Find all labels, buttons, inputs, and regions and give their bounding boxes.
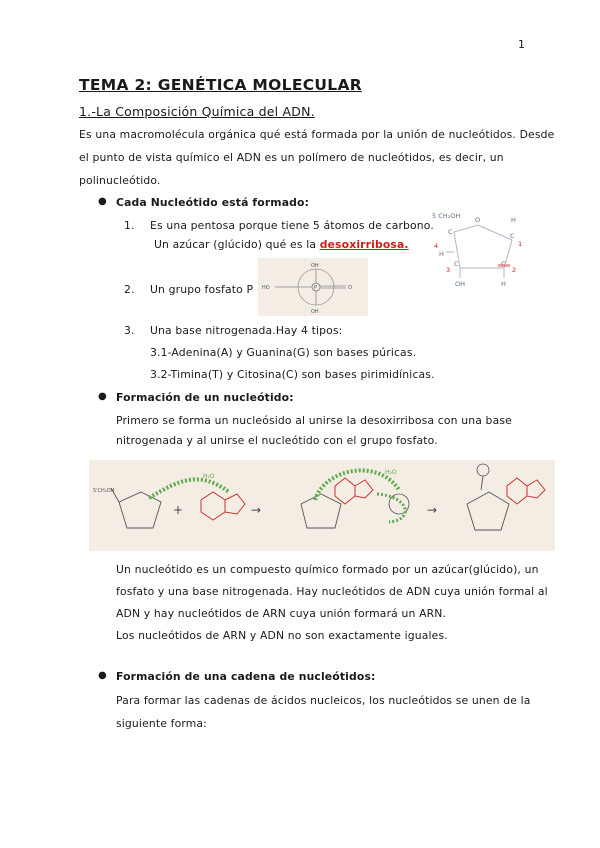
oh-label: OH	[455, 280, 466, 288]
carbon-label-1: C	[510, 232, 515, 240]
intro-line-2: el punto de vista químico el ADN es un polímero de nucleótidos, es decir, un	[79, 151, 504, 164]
chain-line-2: siguiente forma:	[116, 717, 207, 730]
list-number-2: 2.	[124, 283, 135, 296]
bullet-icon: ●	[98, 670, 107, 681]
carbon-label-4: C	[448, 228, 453, 236]
list-item-1-line-1: Es una pentosa porque tiene 5 átomos de carbono.	[150, 219, 434, 232]
list-number-3: 3.	[124, 324, 135, 337]
h-label-left: H	[439, 250, 444, 258]
plus-sign: +	[173, 503, 184, 517]
phosphate-ho: HO	[262, 285, 270, 291]
formation-line-1: Primero se forma un nucleósido al unirse la desoxirribosa con una base	[116, 414, 512, 427]
carbon-number-3: 3	[446, 266, 451, 274]
deoxyribose-diagram	[432, 208, 524, 290]
phosphate-diagram-panel	[258, 258, 368, 316]
reaction-arrow-2: →	[427, 503, 438, 517]
chain-line-1: Para formar las cadenas de ácidos nucleicos, los nucleótidos se unen de la	[116, 694, 531, 707]
carbon-number-4: 4	[434, 242, 439, 250]
phosphate-o: O	[348, 285, 352, 291]
list-item-1-line-2	[154, 238, 409, 251]
paragraph-line-2: fosfato y una base nitrogenada. Hay nucleótidos de ADN cuya unión formal al	[116, 585, 548, 598]
h-label-bottom: H	[501, 280, 506, 288]
nucleotide-formation-diagram-panel	[89, 460, 555, 551]
h-label-top: H	[511, 216, 516, 224]
section-heading: 1.-La Composición Química del ADN.	[79, 104, 315, 119]
nucleotide-formation-diagram	[89, 460, 555, 551]
paragraph-line-3: ADN y hay nucleótidos de ARN cuya unión formará un ARN.	[116, 607, 447, 620]
bullet-heading-nucleotide: Cada Nucleótido está formado:	[116, 196, 310, 209]
bullet-heading-chain: Formación de una cadena de nucleótidos:	[116, 670, 376, 683]
ch2oh-reaction-label: 5'CH₂OH	[93, 488, 115, 494]
oxygen-label: O	[475, 216, 481, 224]
list-item-1-prefix: Un azúcar (glúcido) qué es la	[154, 238, 320, 251]
bullet-icon: ●	[98, 196, 107, 207]
carbon-label-3: C	[454, 260, 459, 268]
paragraph-line-1: Un nucleótido es un compuesto químico formado por un azúcar(glúcido), un	[116, 563, 539, 576]
page-title: TEMA 2: GENÉTICA MOLECULAR	[79, 76, 362, 94]
bullet-icon: ●	[98, 391, 107, 402]
phosphate-diagram	[258, 258, 368, 316]
carbon-number-2: 2	[512, 266, 517, 274]
bullet-heading-formation: Formación de un nucleótido:	[116, 391, 294, 404]
h2o-label-1: H₂O	[203, 473, 215, 480]
page-number: 1	[518, 38, 525, 51]
list-item-3-sub-1: 3.1-Adenina(A) y Guanina(G) son bases púricas.	[150, 346, 417, 359]
formation-line-2: nitrogenada y al unirse el nucleótido con el grupo fosfato.	[116, 434, 438, 447]
phosphate-oh-top: OH	[311, 263, 319, 269]
ch2oh-label: 5 CH₂OH	[432, 212, 461, 220]
intro-line-3: polinucleótido.	[79, 174, 161, 187]
list-number-1: 1.	[124, 219, 135, 232]
list-item-3-sub-2: 3.2-Timina(T) y Citosina(C) son bases pirimidínicas.	[150, 368, 435, 381]
phosphate-oh-bottom: OH	[311, 309, 319, 315]
h2o-label-2: H₂O	[385, 469, 397, 476]
carbon-number-1: 1	[518, 240, 523, 248]
list-item-3: Una base nitrogenada.Hay 4 tipos:	[150, 324, 343, 337]
list-item-2: Un grupo fosfato P	[150, 283, 254, 296]
reaction-arrow-1: →	[251, 503, 262, 517]
phosphate-p: P	[314, 285, 318, 291]
paragraph-line-4: Los nucleótidos de ARN y ADN no son exactamente iguales.	[116, 629, 448, 642]
intro-line-1: Es una macromolécula orgánica qué está formada por la unión de nucleótidos. Desde	[79, 128, 555, 141]
highlight-desoxirribosa: desoxirribosa.	[319, 238, 409, 251]
